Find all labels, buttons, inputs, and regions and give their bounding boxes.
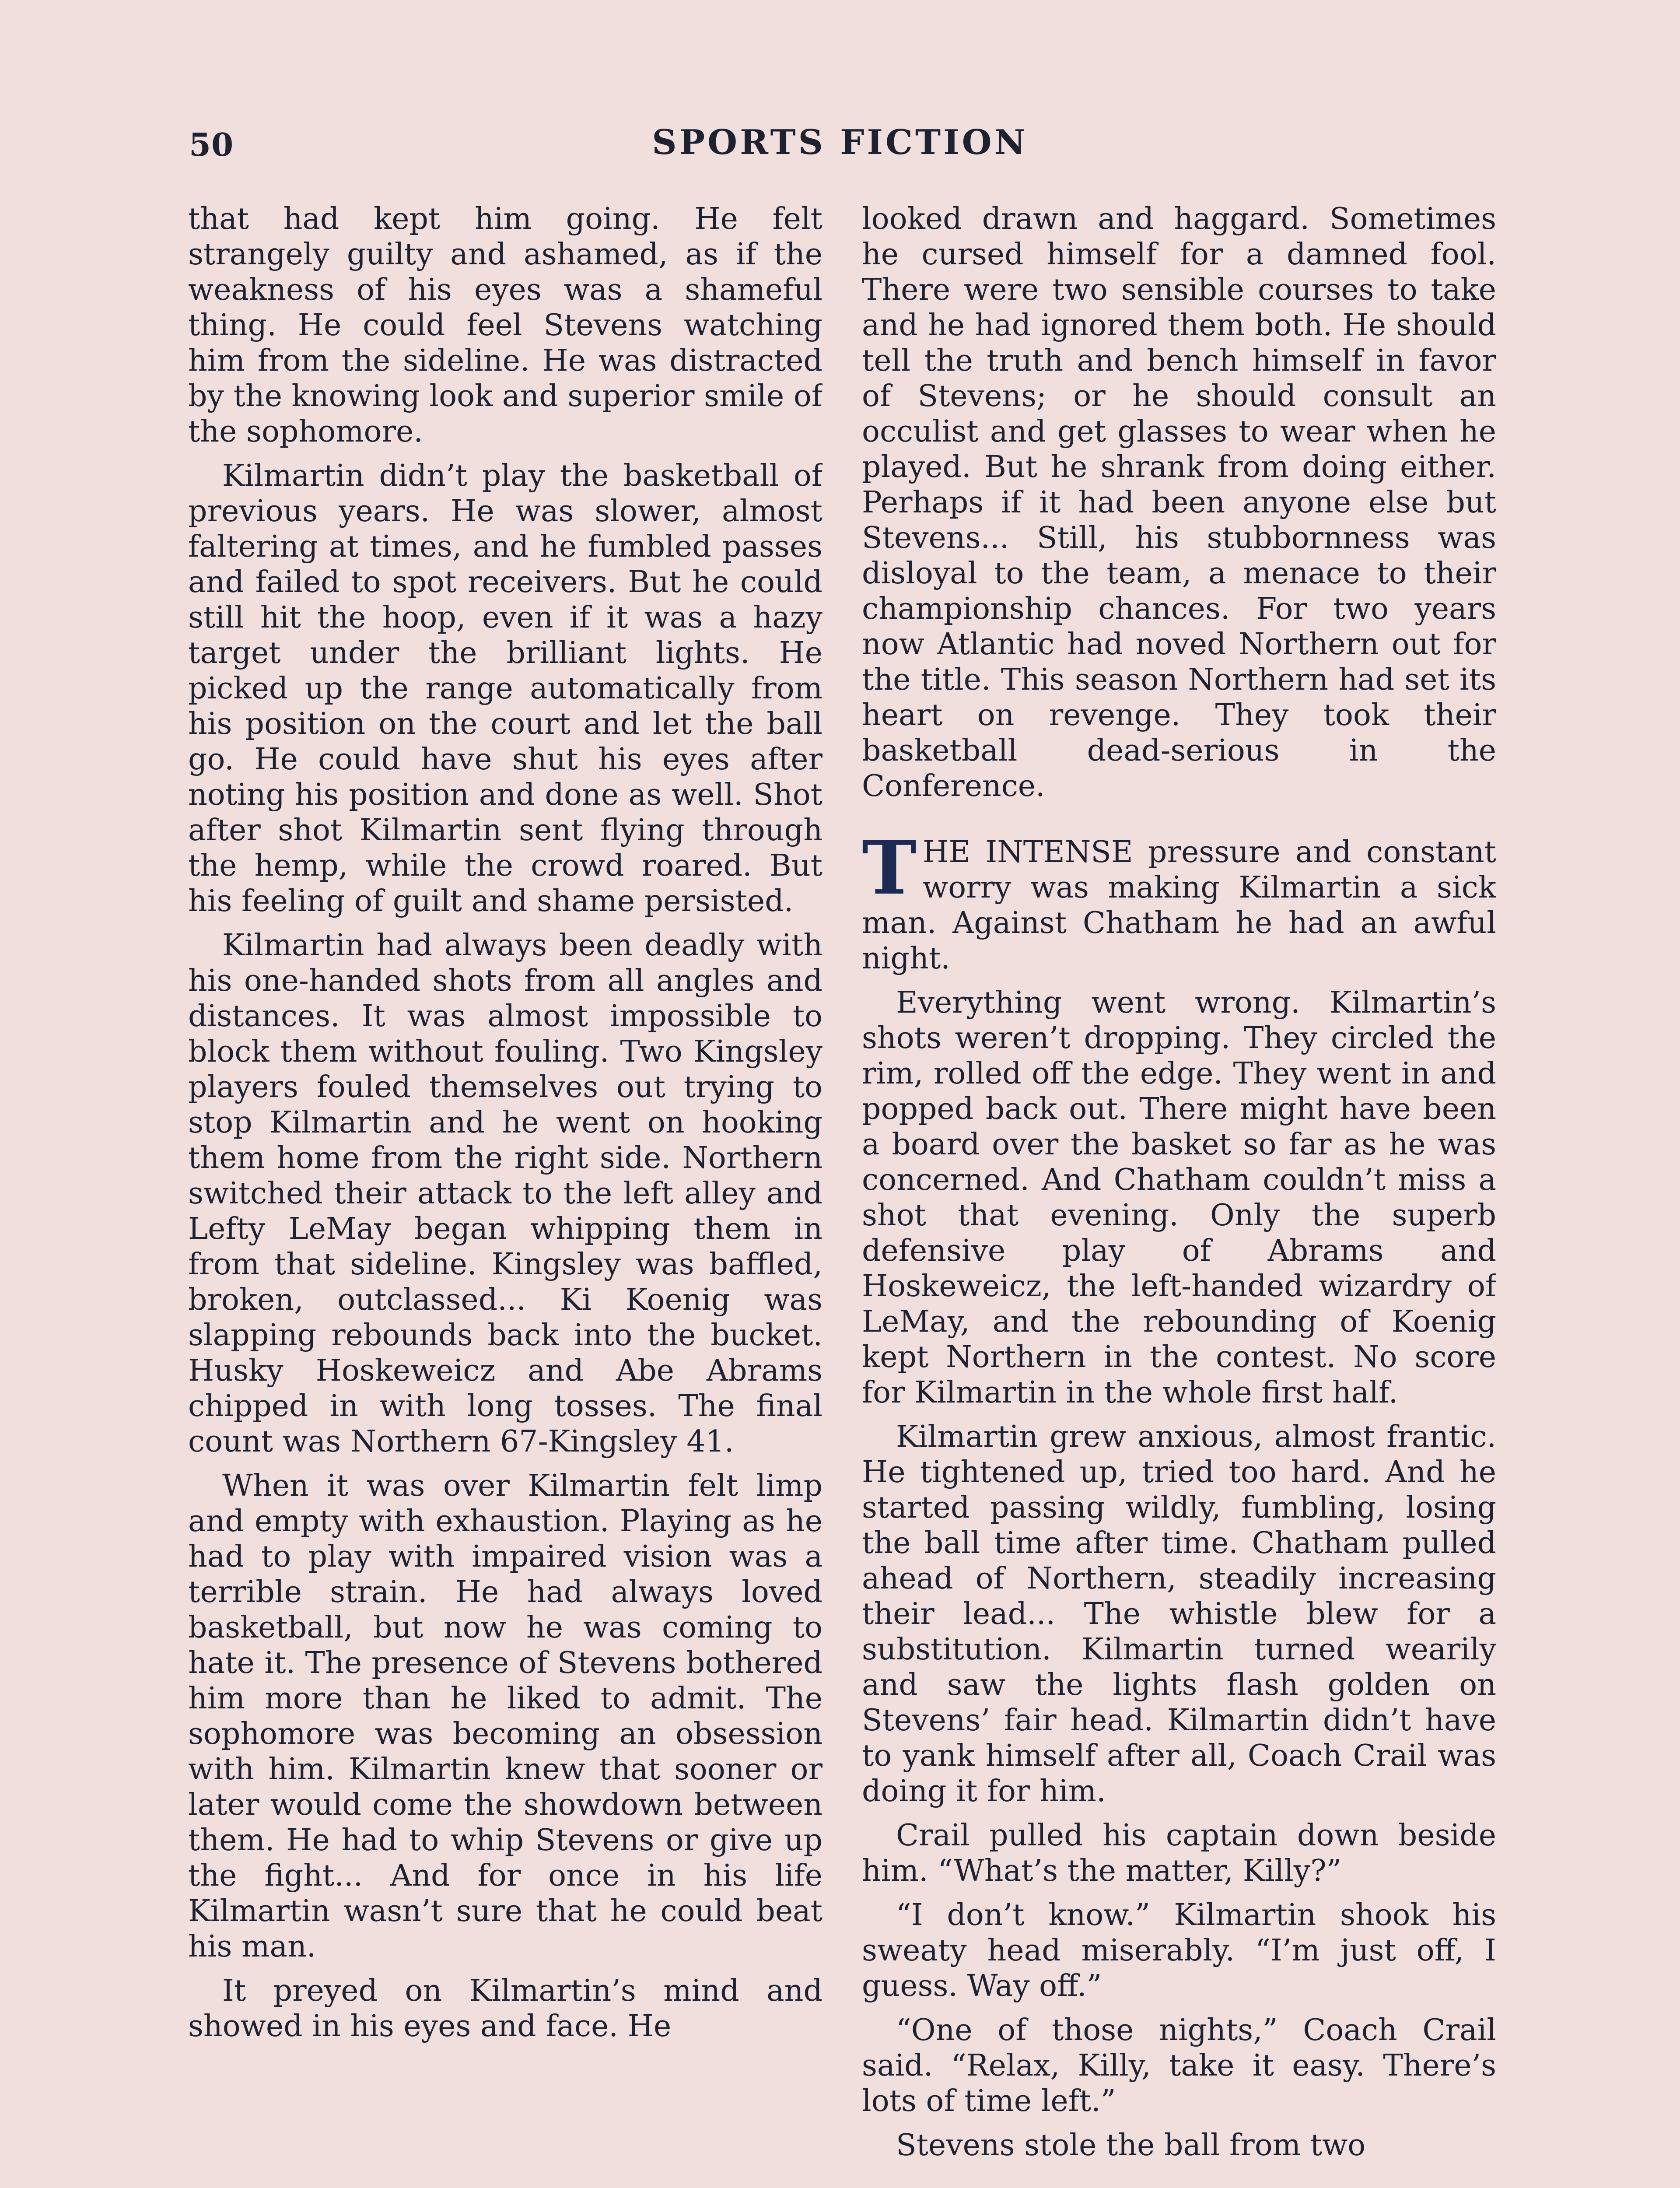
- running-head: SPORTS FICTION: [652, 123, 1028, 162]
- paragraph: looked drawn and haggard. Sometimes he cursed himself for a damned fool. There were two sensible courses to take and he had ignored them both. He should tell the truth and bench himself in favor of Stevens; or he should consult an occulist and get glasses to wear when he played. But he shrank from doing either. Perhaps if it had been anyone else but Stevens... Still, his stubbornness was disloyal to the team, a menace to their championship chances. For two years now Atlantic had noved Northern out for the title. This season Northern had set its heart on revenge. They took their basketball dead-serious in the Conference.: [862, 202, 1496, 803]
- section-opening-text: HE INTENSE pressure and constant worry was making Kilmartin a sick man. Against Chatham he had an awful night.: [862, 835, 1496, 976]
- paragraph: Everything went wrong. Kilmartin’s shots weren’t dropping. They circled the rim, rolled off the edge. They went in and popped back out. There might have been a board over the basket so far as he was concerned. And Chatham couldn’t miss a shot that evening. Only the superb defensive play of Abrams and Hoskeweicz, the left-handed wizardry of LeMay, and the rebounding of Koenig kept Northern in the contest. No score for Kilmartin in the whole first half.: [862, 985, 1496, 1410]
- paragraph: It preyed on Kilmartin’s mind and showed in his eyes and face. He: [188, 1974, 822, 2044]
- right-column: [862, 201, 1496, 2188]
- page-number: 50: [189, 126, 234, 163]
- left-column: [188, 201, 822, 2188]
- paragraph: Kilmartin didn’t play the basketball of previous years. He was slower, almost faltering at times, and he fumbled passes and failed to spot receivers. But he could still hit the hoop, even if it was a hazy target under the brilliant lights. He picked up the range automatically from his position on the court and let the ball go. He could have shut his eyes after noting his position and done as well. Shot after shot Kilmartin sent flying through the hemp, while the crowd roared. But his feeling of guilt and shame persisted.: [188, 459, 822, 919]
- drop-cap: T: [862, 824, 917, 911]
- paragraph: Stevens stole the ball from two: [896, 2128, 1366, 2163]
- paragraph: When it was over Kilmartin felt limp and empty with exhaustion. Playing as he had to play with impaired vision was a terrible strain. He had always loved basketball, but now he was coming to hate it. The presence of Stevens bothered him more than he liked to admit. The sophomore was becoming an obsession with him. Kilmartin knew that sooner or later would come the showdown between them. He had to whip Stevens or give up the fight... And for once in his life Kilmartin wasn’t sure that he could beat his man.: [188, 1469, 822, 1964]
- paragraph: that had kept him going. He felt strangely guilty and ashamed, as if the weakness of his eyes was a shameful thing. He could feel Stevens watching him from the sideline. He was distracted by the knowing look and superior smile of the sophomore.: [188, 202, 822, 449]
- paragraph: Crail pulled his captain down beside him. “What’s the matter, Killy?”: [862, 1818, 1496, 1888]
- section-opening-paragraph: [862, 824, 1496, 976]
- paragraph: “One of those nights,” Coach Crail said. “Relax, Killy, take it easy. There’s lots of time left.”: [862, 2013, 1496, 2118]
- paragraph: Kilmartin had always been deadly with his one-handed shots from all angles and distances. It was almost impossible to block them without fouling. Two Kingsley players fouled themselves out trying to stop Kilmartin and he went on hooking them home from the right side. Northern switched their attack to the left alley and Lefty LeMay began whipping them in from that sideline. Kingsley was baffled, broken, outclassed... Ki Koenig was slapping rebounds back into the bucket. Husky Hoskeweicz and Abe Abrams chipped in with long tosses. The final count was Northern 67-Kingsley 41.: [188, 928, 822, 1459]
- paragraph: “I don’t know.” Kilmartin shook his sweaty head miserably. “I’m just off, I guess. Way off.”: [862, 1898, 1496, 2003]
- paragraph: Kilmartin grew anxious, almost frantic. He tightened up, tried too hard. And he started passing wildly, fumbling, losing the ball time after time. Chatham pulled ahead of Northern, steadily increasing their lead... The whistle blew for a substitution. Kilmartin turned wearily and saw the lights flash golden on Stevens’ fair head. Kilmartin didn’t have to yank himself after all, Coach Crail was doing it for him.: [862, 1420, 1496, 1809]
